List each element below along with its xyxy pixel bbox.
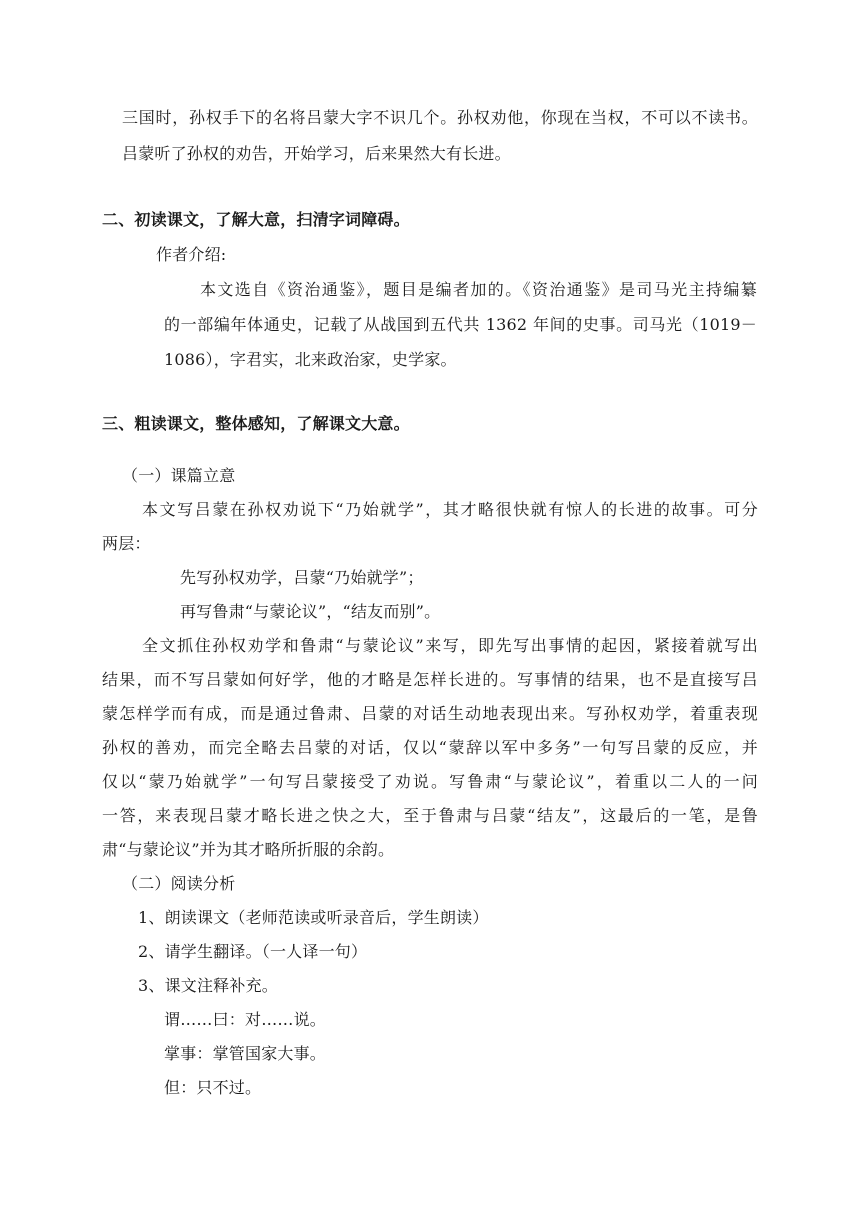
layer-1: 先写孙权劝学，吕蒙“乃始就学”； xyxy=(180,568,424,587)
sub1-para2-line-5: 仅以“蒙乃始就学”一句写吕蒙接受了劝说。写鲁肃“与蒙论议”，着重以二人的一问 xyxy=(102,772,758,791)
section-2-heading: 二、初读课文，了解大意，扫清字词障碍。 xyxy=(102,210,410,229)
note-1: 谓……曰：对……说。 xyxy=(164,1010,327,1029)
intro-line-1: 三国时，孙权手下的名将吕蒙大字不识几个。孙权劝他，你现在当权，不可以不读书。 xyxy=(122,108,758,127)
author-label: 作者介绍: xyxy=(156,245,227,264)
sub1-title: （一）课篇立意 xyxy=(122,466,236,485)
sub1-para2-line-6: 一答，来表现吕蒙才略长进之快之大，至于鲁肃与吕蒙“结友”，这最后的一笔，是鲁 xyxy=(102,806,758,825)
author-line-3: 1086），字君实，北来政治家，史学家。 xyxy=(164,350,457,369)
section-3-heading: 三、粗读课文，整体感知，了解课文大意。 xyxy=(102,414,410,433)
note-2: 掌事：掌管国家大事。 xyxy=(164,1044,327,1063)
intro-line-2: 吕蒙听了孙权的劝告，开始学习，后来果然大有长进。 xyxy=(122,144,511,163)
sub1-para2-line-3: 蒙怎样学而有成，而是通过鲁肃、吕蒙的对话生动地表现出来。写孙权劝学，着重表现 xyxy=(102,704,758,723)
sub2-title: （二）阅读分析 xyxy=(122,874,236,893)
layer-2: 再写鲁肃“与蒙论议”，“结友而别”。 xyxy=(180,602,441,621)
sub1-para2-line-7: 肃“与蒙论议”并为其才略所折服的余韵。 xyxy=(102,840,395,859)
sub2-item-3: 3、课文注释补充。 xyxy=(138,976,278,995)
author-line-2: 的一部编年体通史，记载了从战国到五代共 1362 年间的史事。司马光（1019－ xyxy=(164,315,757,334)
sub2-item-1: 1、朗读课文（老师范读或听录音后，学生朗读） xyxy=(138,908,489,927)
author-line-1: 本文选自《资治通鉴》，题目是编者加的。《资治通鉴》是司马光主持编纂 xyxy=(200,280,757,299)
sub2-item-2: 2、请学生翻译。（一人译一句） xyxy=(138,942,368,961)
sub1-para2-line-4: 孙权的善劝，而完全略去吕蒙的对话，仅以“蒙辞以军中多务”一句写吕蒙的反应，并 xyxy=(102,738,758,757)
sub1-para1-line-1: 本文写吕蒙在孙权劝说下“乃始就学”，其才略很快就有惊人的长进的故事。可分 xyxy=(142,500,758,519)
sub1-para2-line-2: 结果，而不写吕蒙如何好学，他的才略是怎样长进的。写事情的结果，也不是直接写吕 xyxy=(102,670,758,689)
sub1-para1-line-2: 两层： xyxy=(102,534,151,553)
sub1-para2-line-1: 全文抓住孙权劝学和鲁肃“与蒙论议”来写，即先写出事情的起因，紧接着就写出 xyxy=(142,636,758,655)
note-3: 但：只不过。 xyxy=(164,1078,262,1097)
